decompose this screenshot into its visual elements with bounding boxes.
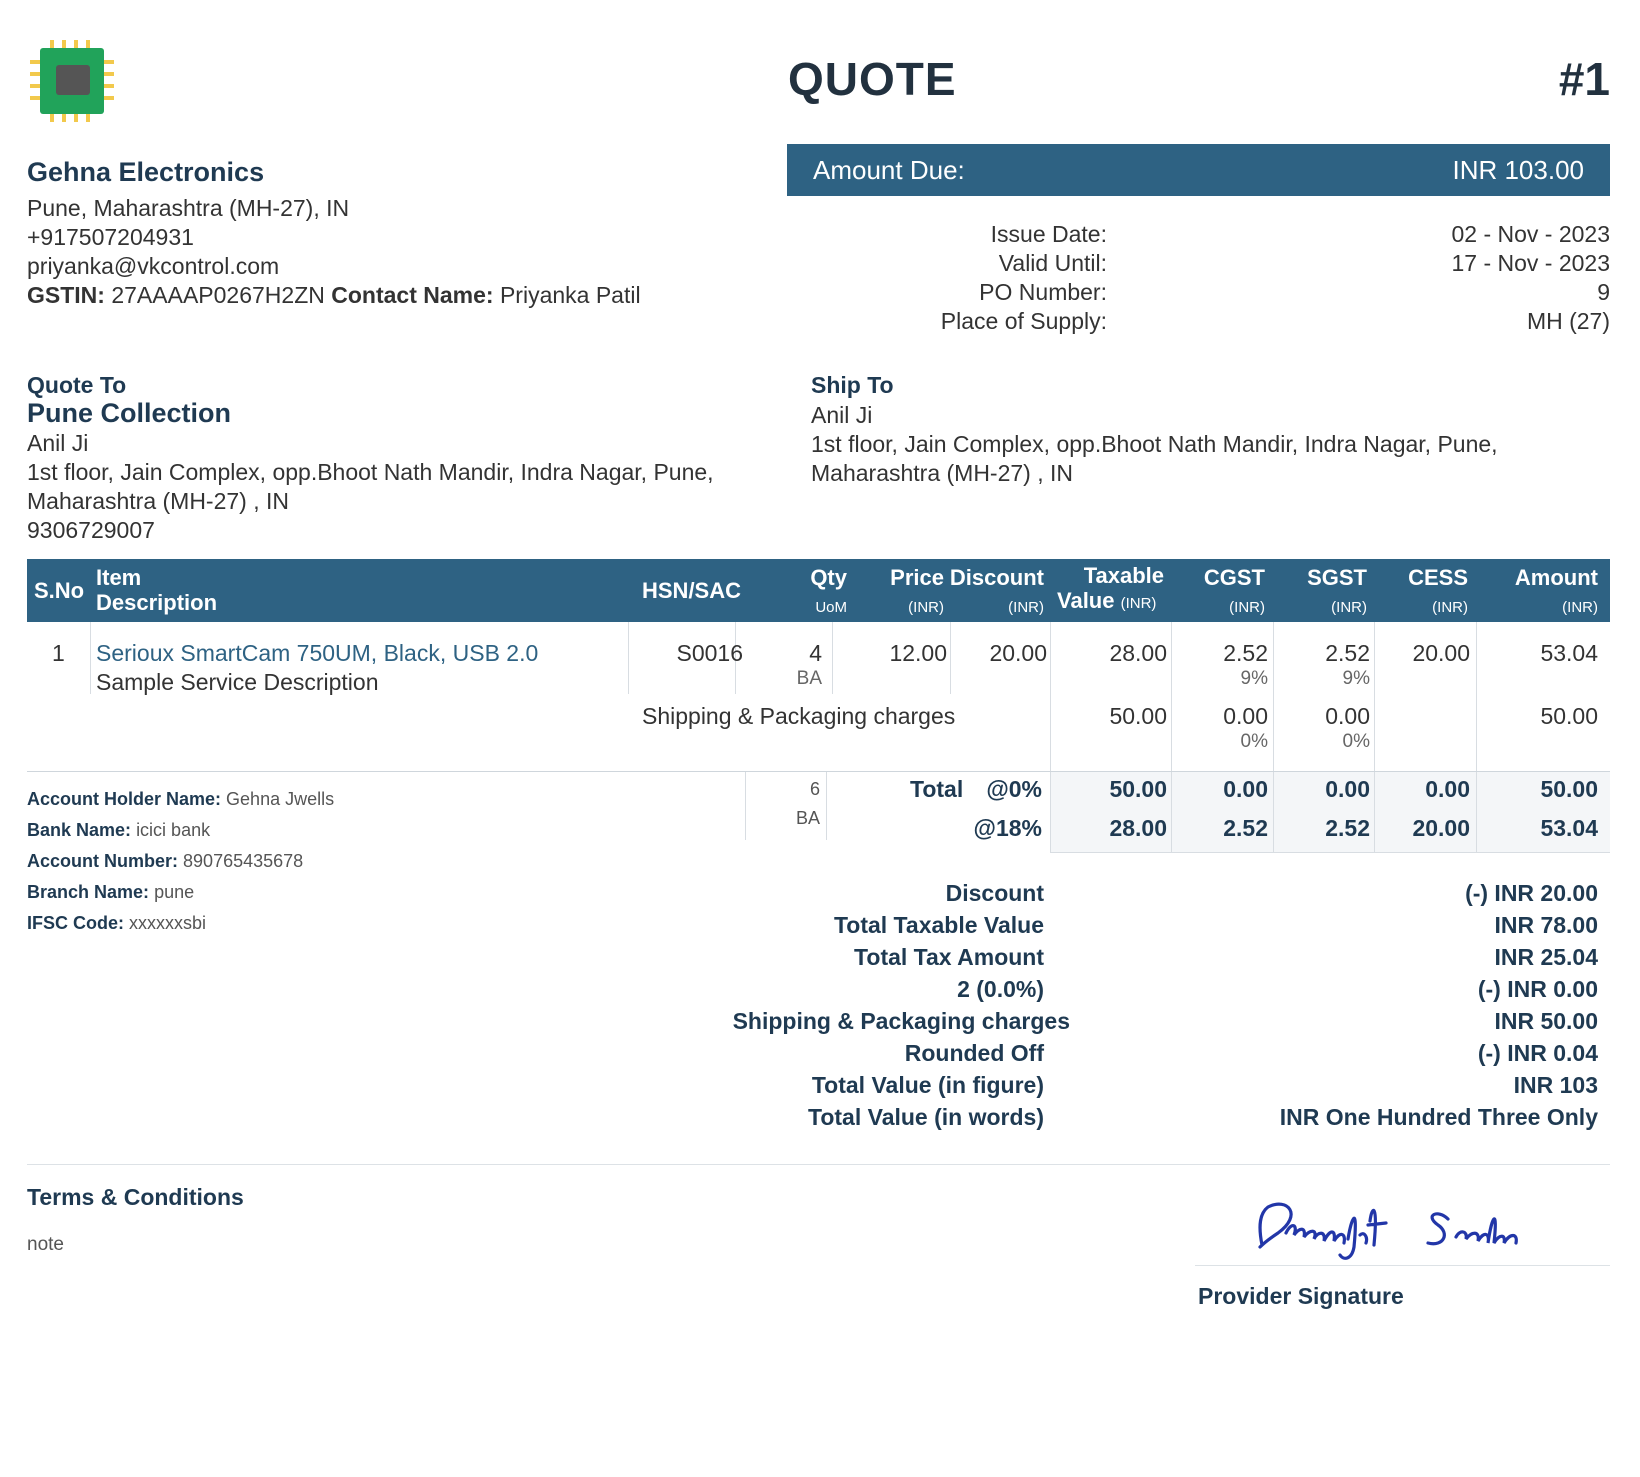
- amount-due-value: INR 103.00: [1452, 154, 1584, 185]
- total-rate: @0%: [986, 776, 1042, 802]
- ship-to-person: Anil Ji: [811, 402, 873, 428]
- bank-account-number: Account Number: 890765435678: [27, 851, 304, 871]
- total-cess: 0.00: [1425, 776, 1470, 802]
- th-uom: UoM: [815, 599, 847, 616]
- total-rate: @18%: [973, 815, 1042, 841]
- total-uom: BA: [795, 808, 820, 828]
- meta-place-of-supply: Place of Supply: MH (27): [940, 308, 1610, 334]
- th-description: Description: [96, 590, 218, 615]
- quote-to-person: Anil Ji: [27, 430, 89, 456]
- bank-ifsc: IFSC Code: xxxxxxsbi: [27, 913, 207, 933]
- th-cess: CESS: [1408, 565, 1468, 590]
- row-item-description: Sample Service Description: [96, 669, 379, 695]
- total-amount: 53.04: [1540, 815, 1598, 841]
- bank-name: Bank Name: icici bank: [27, 820, 211, 840]
- th-sno: S.No: [34, 578, 85, 603]
- meta-po-number: PO Number: 9: [979, 279, 1610, 305]
- row-sno: 1: [52, 640, 65, 666]
- shipping-sgst-rate: 0%: [1342, 731, 1370, 752]
- row-qty: 4: [809, 640, 822, 666]
- row-hsn: S0016: [676, 640, 743, 666]
- seller-location: Pune, Maharashtra (MH-27), IN: [27, 195, 350, 221]
- items-table-header: [27, 559, 1610, 622]
- row-price: 12.00: [889, 640, 947, 666]
- seller-name: Gehna Electronics: [27, 157, 265, 187]
- th-price: Price: [890, 565, 944, 590]
- quote-to-phone: 9306729007: [27, 517, 155, 543]
- th-price-unit: (INR): [908, 599, 944, 616]
- th-taxable-unit: (INR): [1120, 595, 1157, 612]
- ship-to-address-line1: 1st floor, Jain Complex, opp.Bhoot Nath Mandir, Indra Nagar, Pune,: [811, 431, 1498, 457]
- bank-branch: Branch Name: pune: [27, 882, 195, 902]
- quote-to-company: Pune Collection: [27, 398, 232, 428]
- row-cess: 20.00: [1412, 640, 1470, 666]
- th-discount: Discount: [949, 565, 1044, 590]
- quote-number: #1: [1558, 53, 1610, 105]
- row-sgst: 2.52: [1325, 640, 1370, 666]
- row-cgst: 2.52: [1223, 640, 1268, 666]
- total-taxable: 50.00: [1109, 776, 1167, 802]
- contact-label: Contact Name:: [331, 282, 494, 308]
- th-sgst: SGST: [1307, 565, 1367, 590]
- shipping-amount: 50.00: [1540, 703, 1598, 729]
- total-sgst: 2.52: [1325, 815, 1370, 841]
- ship-to-address-line2: Maharashtra (MH-27) , IN: [811, 460, 1074, 486]
- terms-heading: Terms & Conditions: [27, 1184, 244, 1210]
- row-discount: 20.00: [989, 640, 1047, 666]
- row-cgst-rate: 9%: [1240, 668, 1268, 689]
- amount-due-label: Amount Due:: [813, 154, 965, 185]
- gstin-value: 27AAAAP0267H2ZN: [111, 282, 325, 308]
- signature-label: Provider Signature: [1198, 1283, 1404, 1309]
- row-uom: BA: [796, 668, 822, 689]
- total-qty: 6: [809, 779, 820, 799]
- quote-to-address-line1: 1st floor, Jain Complex, opp.Bhoot Nath Mandir, Indra Nagar, Pune,: [27, 459, 714, 485]
- th-cgst-unit: (INR): [1229, 599, 1265, 616]
- signature-image: [1248, 1185, 1588, 1270]
- document-title: QUOTE: [788, 53, 957, 105]
- seller-phone: +917507204931: [27, 224, 194, 250]
- shipping-cgst: 0.00: [1223, 703, 1268, 729]
- th-cess-unit: (INR): [1432, 599, 1468, 616]
- total-cgst: 0.00: [1223, 776, 1268, 802]
- th-cgst: CGST: [1203, 565, 1265, 590]
- seller-email: priyanka@vkcontrol.com: [27, 253, 280, 279]
- th-amount: Amount: [1514, 565, 1598, 590]
- company-logo: [30, 38, 118, 124]
- amount-due-bar: [787, 144, 1610, 196]
- row-amount: 53.04: [1540, 640, 1598, 666]
- th-sgst-unit: (INR): [1331, 599, 1367, 616]
- row-sgst-rate: 9%: [1342, 668, 1370, 689]
- th-item: Item: [96, 565, 142, 590]
- shipping-label: Shipping & Packaging charges: [642, 703, 956, 729]
- bank-account-holder: Account Holder Name: Gehna Jwells: [27, 789, 335, 809]
- total-cgst: 2.52: [1223, 815, 1268, 841]
- th-value: Value: [1057, 588, 1115, 613]
- th-amount-unit: (INR): [1562, 599, 1598, 616]
- shipping-taxable: 50.00: [1109, 703, 1167, 729]
- total-amount: 50.00: [1540, 776, 1598, 802]
- ship-to-heading: Ship To: [811, 372, 894, 398]
- quote-to-heading: Quote To: [27, 372, 127, 398]
- total-taxable: 28.00: [1109, 815, 1167, 841]
- th-discount-unit: (INR): [1008, 599, 1044, 616]
- shipping-cgst-rate: 0%: [1240, 731, 1268, 752]
- total-label: Total: [910, 776, 964, 802]
- chip-icon: [30, 38, 118, 124]
- shipping-sgst: 0.00: [1325, 703, 1370, 729]
- row-taxable: 28.00: [1109, 640, 1167, 666]
- th-hsn: HSN/SAC: [642, 578, 742, 603]
- th-taxable: Taxable: [1083, 563, 1164, 588]
- gstin-label: GSTIN:: [27, 282, 105, 308]
- seller-gstin-line: [27, 282, 641, 309]
- th-qty: Qty: [810, 565, 847, 590]
- terms-note: note: [27, 1234, 64, 1255]
- row-item-name[interactable]: Serioux SmartCam 750UM, Black, USB 2.0: [96, 640, 539, 666]
- total-sgst: 0.00: [1325, 776, 1370, 802]
- contact-value: Priyanka Patil: [499, 282, 641, 308]
- total-cess: 20.00: [1412, 815, 1470, 841]
- meta-valid-until: Valid Until: 17 - Nov - 2023: [998, 250, 1610, 276]
- quote-to-address-line2: Maharashtra (MH-27) , IN: [27, 488, 290, 514]
- meta-issue-date: Issue Date: 02 - Nov - 2023: [990, 221, 1610, 247]
